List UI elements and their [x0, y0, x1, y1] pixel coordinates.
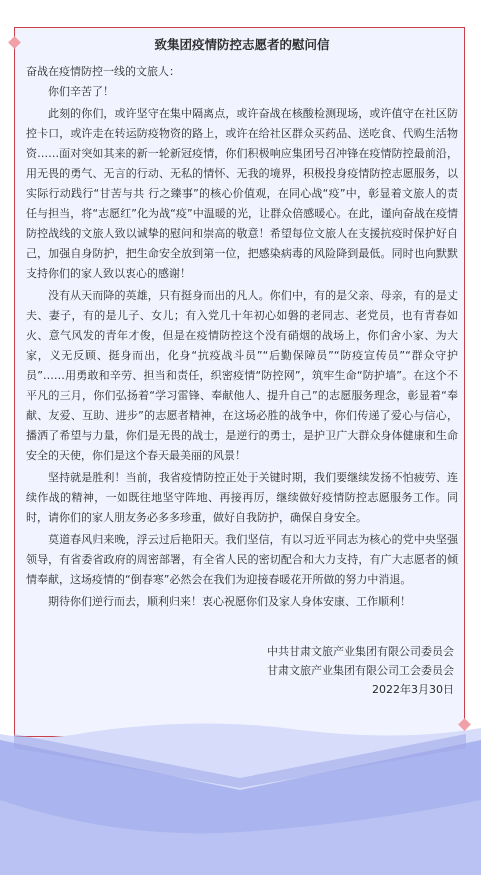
signature-block: [26, 642, 458, 699]
envelope-wave-decoration: [0, 720, 481, 875]
letter-paragraph-2: 没有从天而降的英雄，只有挺身而出的凡人。你们中，有的是父亲、母亲，有的是丈夫、妻子，有的是儿子、女儿；有入党几十年初心如磐的老同志、老党员，也有青春如火、意气风发的青年才俊，但是在疫情防控这个没有硝烟的战场上，你们舍小家、为大家，义无反顾、挺身而出，化身“抗疫战斗员”“后勤保障员”“防疫宣传员”“群众守护员”……用勇敢和辛劳、担当和责任，织密疫情“防控网”，筑牢生命“防护墙”。在这个不平凡的三月，你们弘扬着“学习雷锋、奉献他人、提升自己”的志愿服务理念，彰显着“奉献、友爱、互助、进步”的志愿者精神，在这场必胜的战争中，你们传递了爱心与信心，播洒了希望与力量，你们是无畏的战士，是逆行的勇士，是护卫广大群众身体健康和生命安全的天使，你们是这个春天最美丽的风景！: [26, 289, 458, 462]
letter-greeting: 你们辛苦了！: [48, 85, 114, 98]
letter-date: 2022年3月30日: [372, 683, 454, 696]
letter-salutation: 奋战在疫情防控一线的文旅人：: [26, 65, 180, 78]
letter-paragraph-3: 坚持就是胜利！当前，我省疫情防控正处于关键时期，我们要继续发扬不怕疲劳、连续作战的精神，一如既往地坚守阵地、再接再厉，继续做好疫情防控志愿服务工作。同时，请你们的家人朋友务必多多珍重，做好自我防护，确保自身安全。: [26, 471, 458, 524]
signature-party-committee: 中共甘肃文旅产业集团有限公司委员会: [267, 645, 454, 658]
letter-paragraph-1: 此刻的你们，或许坚守在集中隔离点，或许奋战在核酸检测现场，或许值守在社区防控卡口，或许走在转运防疫物资的路上，或许在给社区群众买药品、送吃食、代购生活物资……面对突如其来的新一轮新冠疫情，你们积极响应集团号召冲锋在疫情防控最前沿，用无畏的勇气、无言的行动、无私的情怀、无我的境界，积极投身疫情防控志愿服务，以实际行动践行“甘苦与共 行之臻事”的核心价值观，在同心战“疫”中，彰显着文旅人的责任与担当，将“志愿红”化为战“疫”中温暖的光，让群众倍感暖心。在此，谨向奋战在疫情防控战线的文旅人致以诚挚的慰问和崇高的敬意！希望每位文旅人在支援抗疫时保护好自己，加强自身防护，把生命安全放到第一位，把感染病毒的风险降到最低。同时也向默默支持你们的家人致以衷心的感谢！: [26, 107, 458, 280]
letter-content: [26, 34, 458, 699]
signature-union-committee: 甘肃文旅产业集团有限公司工会委员会: [267, 664, 454, 677]
letter-title: 致集团疫情防控志愿者的慰问信: [154, 37, 330, 52]
letter-paragraph-5: 期待你们逆行而去，顺利归来！衷心祝愿你们及家人身体安康、工作顺利！: [48, 595, 411, 608]
letter-paragraph-4: 莫道春风归来晚，浮云过后艳阳天。我们坚信，有以习近平同志为核心的党中央坚强领导，有省委省政府的周密部署，有全省人民的密切配合和大力支持，有广大志愿者的倾情奉献，这场疫情的“倒春寒”必然会在我们为迎接春暖花开所做的努力中消退。: [26, 533, 458, 586]
